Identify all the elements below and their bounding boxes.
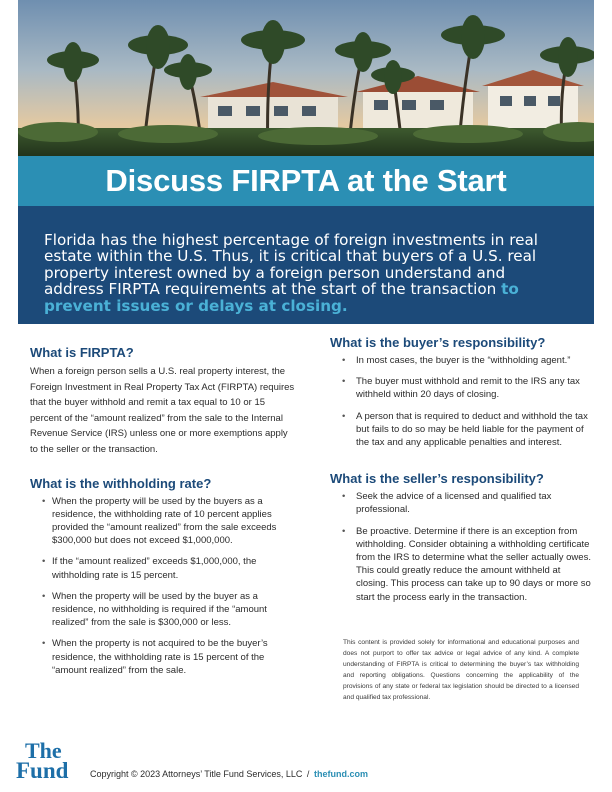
copyright-separator: / <box>306 769 310 779</box>
page-title: Discuss FIRPTA at the Start <box>105 163 507 198</box>
copyright-text: Copyright © 2023 Attorneys’ Title Fund Services, LLC <box>90 769 303 779</box>
logo-line2: Fund <box>16 758 69 780</box>
what-is-firpta-body: When a foreign person sells a U.S. real property interest, the Foreign Investment in Real Property Tax Act (FIRPTA) requires that the buyer withhold and remit a tax equal to 10 or 15 percent of the “amount realized” from the sale to the Internal Revenue Service (IRS) unless one or more exemptions apply to the seller or the transaction. <box>30 366 295 455</box>
logo-line1: The <box>25 738 62 763</box>
list-item: • Be proactive. Determine if there is an exception from withholding. Consider obtaining a withholding certificate from the IRS to determine what the seller actually owes. This could greatly reduce the amount withheld at closing. This process can take up to 90 days or more so start the process early in the transaction. <box>330 525 592 604</box>
disclaimer: This content is provided solely for informational and educational purposes and does not purport to offer tax advice or legal advice of any kind. A complete understanding of FIRPTA is critical to determining the buyer’s tax withholding and reporting obligations. Questions concerning the applicability of the provisions of any state or federal tax legislation should be directed to a licensed and qualified tax professional. <box>343 639 579 702</box>
copyright-line <box>90 769 368 779</box>
list-item: • When the property will be used by the buyer as a residence, no withholding is required if the “amount realized” from the sale is $300,000 or less. <box>30 590 298 630</box>
list-item: • Seek the advice of a licensed and qualified tax professional. <box>330 490 592 516</box>
what-is-firpta-heading: What is FIRPTA? <box>30 345 134 360</box>
website-link[interactable]: thefund.com <box>313 769 368 779</box>
left-column <box>30 345 298 685</box>
list-item: • When the property is not acquired to be the buyer’s residence, the withholding rate is 15 percent of the “amount realized” from the sale. <box>30 637 298 677</box>
the-fund-logo <box>16 738 84 780</box>
withholding-rate-list <box>30 495 298 677</box>
intro-paragraph <box>44 232 568 314</box>
buyer-responsibility-list <box>330 354 592 449</box>
right-column <box>330 335 592 612</box>
list-item: • A person that is required to deduct and withhold the tax but fails to do so may be held liable for the payment of the tax and any applicable penalties and interest. <box>330 410 592 450</box>
list-item: • If the “amount realized” exceeds $1,000,000, the withholding rate is 15 percent. <box>30 555 298 581</box>
seller-responsibility-heading: What is the seller’s responsibility? <box>330 471 544 487</box>
seller-responsibility-list <box>330 490 592 604</box>
withholding-rate-heading: What is the withholding rate? <box>30 475 212 491</box>
list-item: • The buyer must withhold and remit to the IRS any tax withheld within 20 days of closing. <box>330 375 592 401</box>
list-item: • When the property will be used by the buyers as a residence, the withholding rate of 10 percent applies provided the “amount realized” from the sale exceeds $300,000 but does not exceed $1,000,000. <box>30 495 298 548</box>
title-band <box>18 156 594 206</box>
buyer-responsibility-heading: What is the buyer’s responsibility? <box>330 335 546 350</box>
hero-photo <box>18 0 594 156</box>
intro-highlight: to prevent issues or delays at closing. <box>44 280 519 315</box>
list-item: • In most cases, the buyer is the “withholding agent.” <box>330 354 592 367</box>
intro-text: Florida has the highest percentage of foreign investments in real estate within the U.S. Thus, it is critical that buyers of a U.S. real property interest owned by a foreign person understand and address FIRPTA requirements at the start of the transaction <box>44 231 538 299</box>
intro-block <box>18 206 594 324</box>
